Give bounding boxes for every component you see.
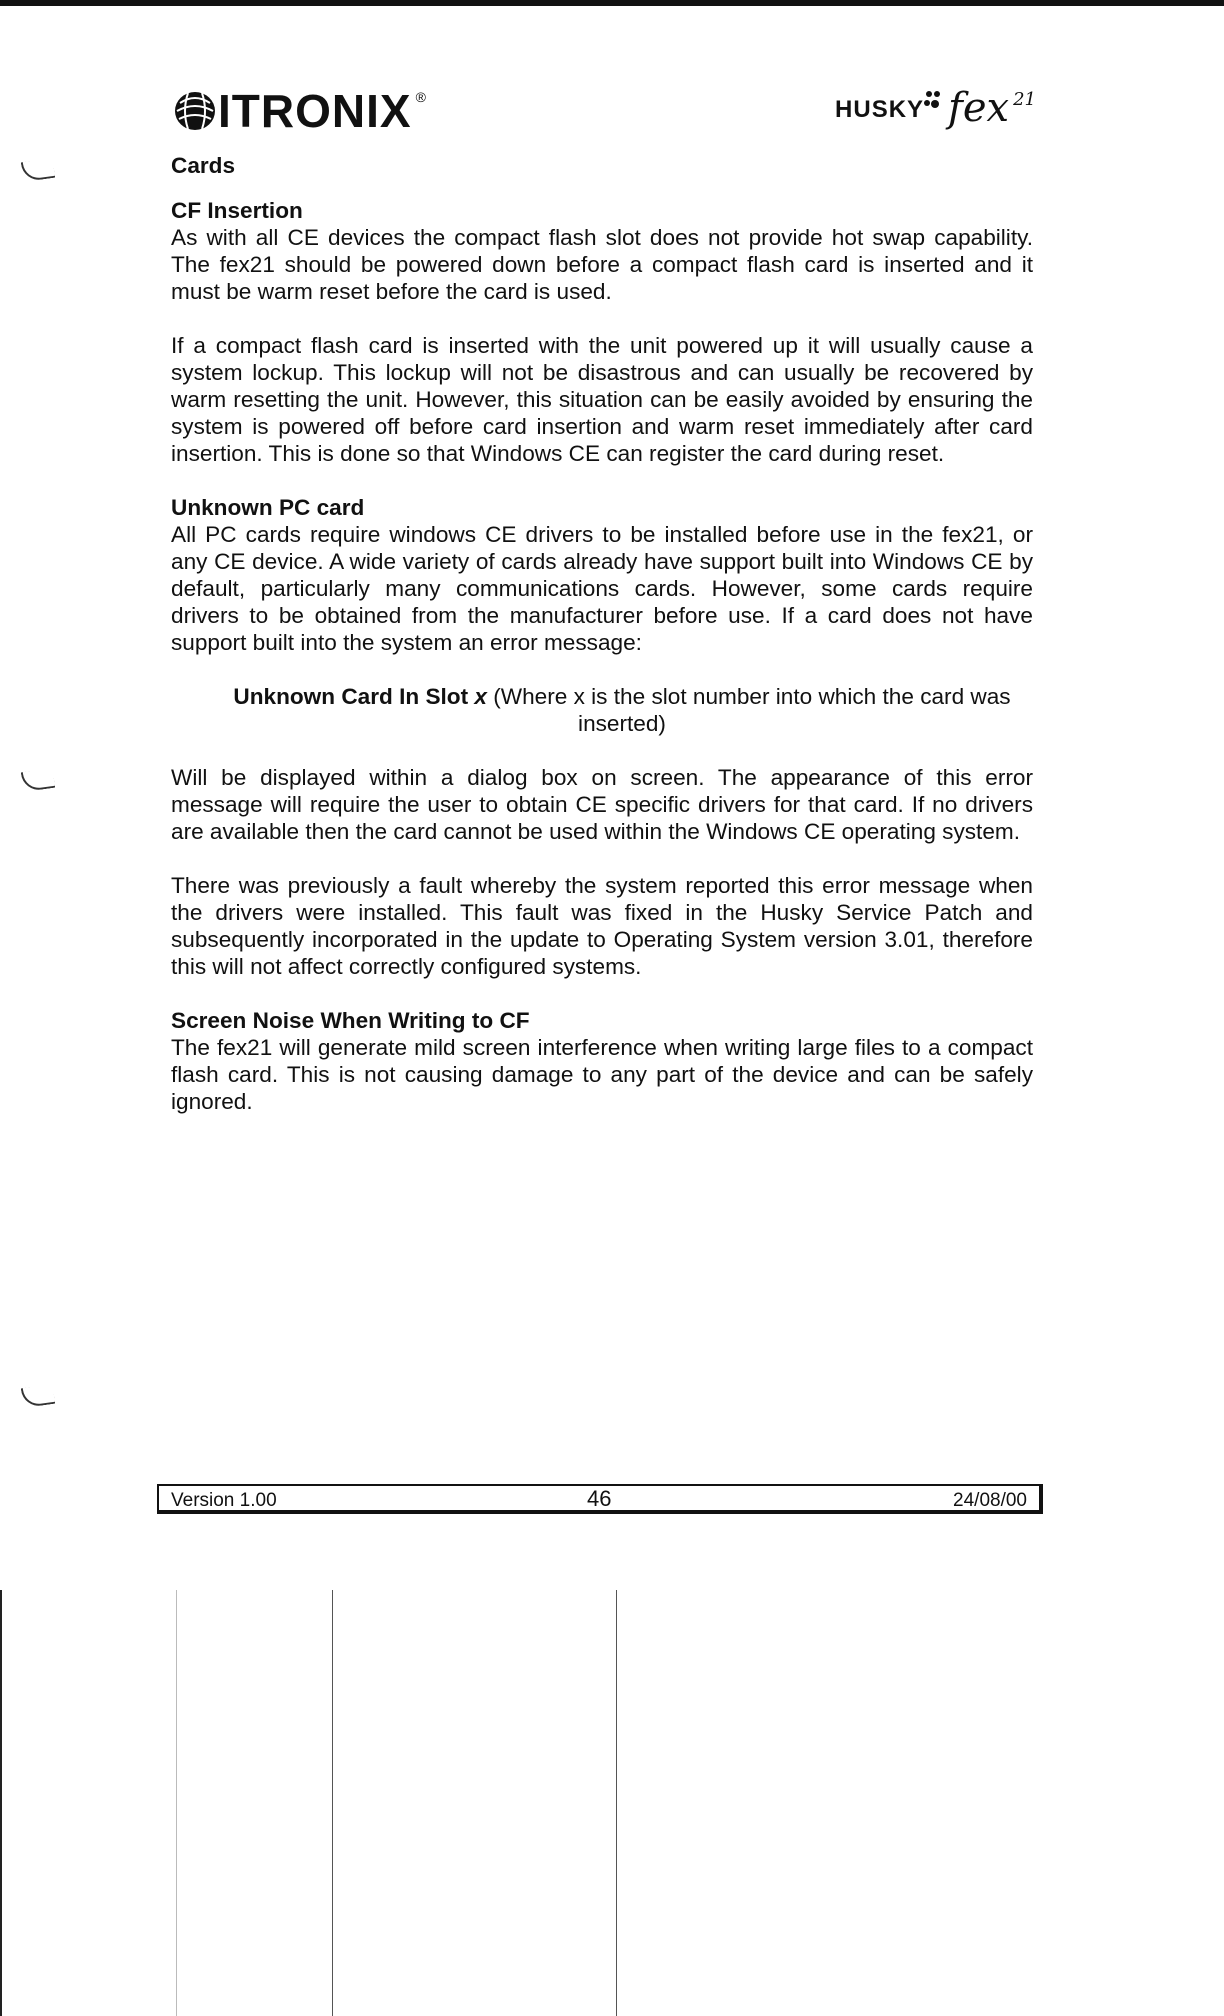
paw-print-icon [924, 90, 944, 118]
document-body [171, 152, 1033, 1142]
error-message-example [171, 683, 1033, 737]
itronix-logo [172, 85, 426, 137]
top-border-rule [0, 0, 1224, 6]
section-heading-cf-insertion: CF Insertion [171, 198, 303, 223]
punch-hole-mark [21, 158, 55, 182]
punch-hole-mark [21, 768, 55, 792]
itronix-globe-icon [172, 89, 218, 133]
paragraph: All PC cards require windows CE drivers to be installed before use in the fex21, or any CE device. A wide variety of cards already have support built into Windows CE by default, particularly many communications cards. However, some cards require drivers to be obtained from the manufacturer before use. If a card does not have support built into the system an error message: [171, 522, 1033, 655]
paragraph: Will be displayed within a dialog box on screen. The appearance of this error message will require the user to obtain CE specific drivers for that card. If no drivers are available then the card cannot be used within the Windows CE operating system. [171, 765, 1033, 844]
footer-version: Version 1.00 [171, 1490, 277, 1511]
section-heading-screen-noise: Screen Noise When Writing to CF [171, 1008, 530, 1033]
scan-edge-line [0, 1590, 2, 2016]
error-message-text: Unknown Card In Slot [233, 684, 475, 709]
error-message-note: (Where x is the slot number into which the card was inserted) [486, 684, 1011, 736]
paragraph: As with all CE devices the compact flash slot does not provide hot swap capability. The fex21 should be powered down before a compact flash card is inserted and it must be warm reset before the card is used. [171, 225, 1033, 304]
scan-artifact-line [616, 1590, 617, 2016]
paragraph: There was previously a fault whereby the system reported this error message when the drivers were installed. This fault was fixed in the Husky Service Patch and subsequently incorporated in the update to Operating System version 3.01, therefore this will not affect correctly configured systems. [171, 873, 1033, 979]
paragraph: The fex21 will generate mild screen interference when writing large files to a compact flash card. This is not causing damage to any part of the device and can be safely ignored. [171, 1035, 1033, 1114]
scan-artifact-line [332, 1590, 333, 2016]
fex-script-wordmark: fex [948, 85, 1010, 131]
itronix-wordmark: ITRONIX [218, 85, 412, 137]
husky-wordmark: HUSKY [835, 96, 925, 123]
paragraph: If a compact flash card is inserted with the unit powered up it will usually cause a system lockup. This lockup will not be disastrous and can usually be recovered by warm resetting the unit. However, this situation can be easily avoided by ensuring the system is powered off before card insertion and warm reset immediately after card insertion. This is done so that Windows CE can register the card during reset. [171, 333, 1033, 466]
punch-hole-mark [21, 1384, 55, 1408]
fex-model-number: 21 [1013, 89, 1036, 110]
husky-fex21-logo [835, 85, 1036, 131]
footer-page-number: 46 [587, 1486, 612, 1511]
section-heading-unknown-pc-card: Unknown PC card [171, 495, 365, 520]
scan-artifact-line [176, 1590, 177, 2016]
registered-mark: ® [415, 89, 426, 105]
error-message-variable: x [474, 684, 487, 709]
footer-date: 24/08/00 [953, 1490, 1027, 1511]
page-footer [157, 1484, 1043, 1514]
page-title: Cards [171, 153, 236, 178]
